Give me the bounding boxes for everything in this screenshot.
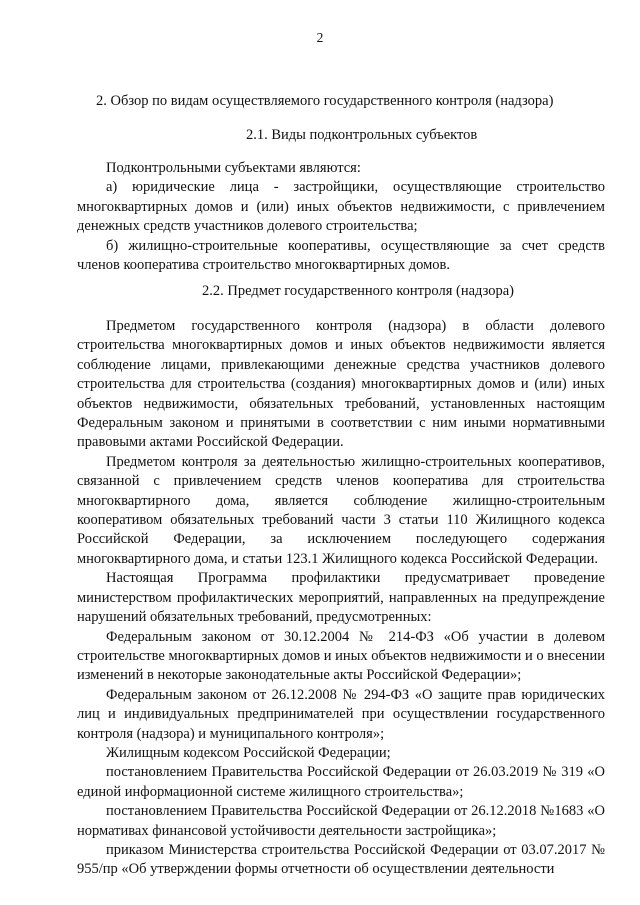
paragraph: Федеральным законом от 26.12.2008 № 294-ФЗ «О защите прав юридических лиц и индивидуальных предпринимателей при осуществлении государственного контроля (надзора) и муниципального контроля»; xyxy=(77,686,605,742)
paragraph: постановлением Правительства Российской Федерации от 26.03.2019 № 319 «О единой информационной системе жилищного строительства»; xyxy=(77,764,605,800)
page-number: 2 xyxy=(316,30,324,45)
paragraph: приказом Министерства строительства Российской Федерации от 03.07.2017 № 955/пр «Об утверждении формы отчетности об осуществлении деятельности xyxy=(77,841,605,878)
section-2-heading: 2. Обзор по видам осуществляемого государственного контроля (надзора) xyxy=(96,93,554,109)
paragraph: Предметом государственного контроля (надзора) в области долевого строительства многоквартирных домов и иных объектов недвижимости является соблюдение лицами, привлекающими денежные средства участников долевого строительства для строительства (создания) многоквартирных домов и (или) иных объектов недвижимости, обязательных требований, установленных настоящим Федеральным законом и принятыми в соответствии с ним иными нормативными правовыми актами Российской Федерации. xyxy=(77,318,605,451)
paragraph: б) жилищно-строительные кооперативы, осуществляющие за счет средств членов кооператива строительство многоквартирных домов. xyxy=(77,237,605,274)
paragraph: постановлением Правительства Российской Федерации от 26.12.2018 №1683 «О нормативах финансовой устойчивости деятельности застройщика»; xyxy=(77,803,605,839)
paragraph: Федеральным законом от 30.12.2004 № 214-ФЗ «Об участии в долевом строительстве многоквартирных домов и иных объектов недвижимости и о внесении изменений в некоторые законодательные акты Российской Федерации»; xyxy=(77,628,605,684)
section-2-2-body xyxy=(77,317,605,880)
section-2-1-body xyxy=(77,159,605,275)
paragraph: Жилищным кодексом Российской Федерации; xyxy=(106,744,391,761)
paragraph: а) юридические лица - застройщики, осуществляющие строительство многоквартирных домов и (или) иных объектов недвижимости, с привлечением денежных средств участников долевого строительства; xyxy=(77,179,605,235)
paragraph: Настоящая Программа профилактики предусматривает проведение министерством профилактических мероприятий, направленных на предупреждение нарушений обязательных требований, предусмотренных: xyxy=(77,570,605,626)
section-2-2-heading: 2.2. Предмет государственного контроля (надзора) xyxy=(202,283,514,299)
paragraph: Подконтрольными субъектами являются: xyxy=(106,160,361,176)
paragraph: Предметом контроля за деятельностью жилищно-строительных кооперативов, связанной с привлечением средств членов кооператива для строительства многоквартирного дома, является соблюдение жилищно-строительным кооперативом обязательных требований части 3 статьи 110 Жилищного кодекса Российской Федерации, за исключением последующего содержания многоквартирного дома, и статьи 123.1 Жилищного кодекса Российской Федерации. xyxy=(77,453,605,567)
section-2-1-heading: 2.1. Виды подконтрольных субъектов xyxy=(246,127,478,143)
